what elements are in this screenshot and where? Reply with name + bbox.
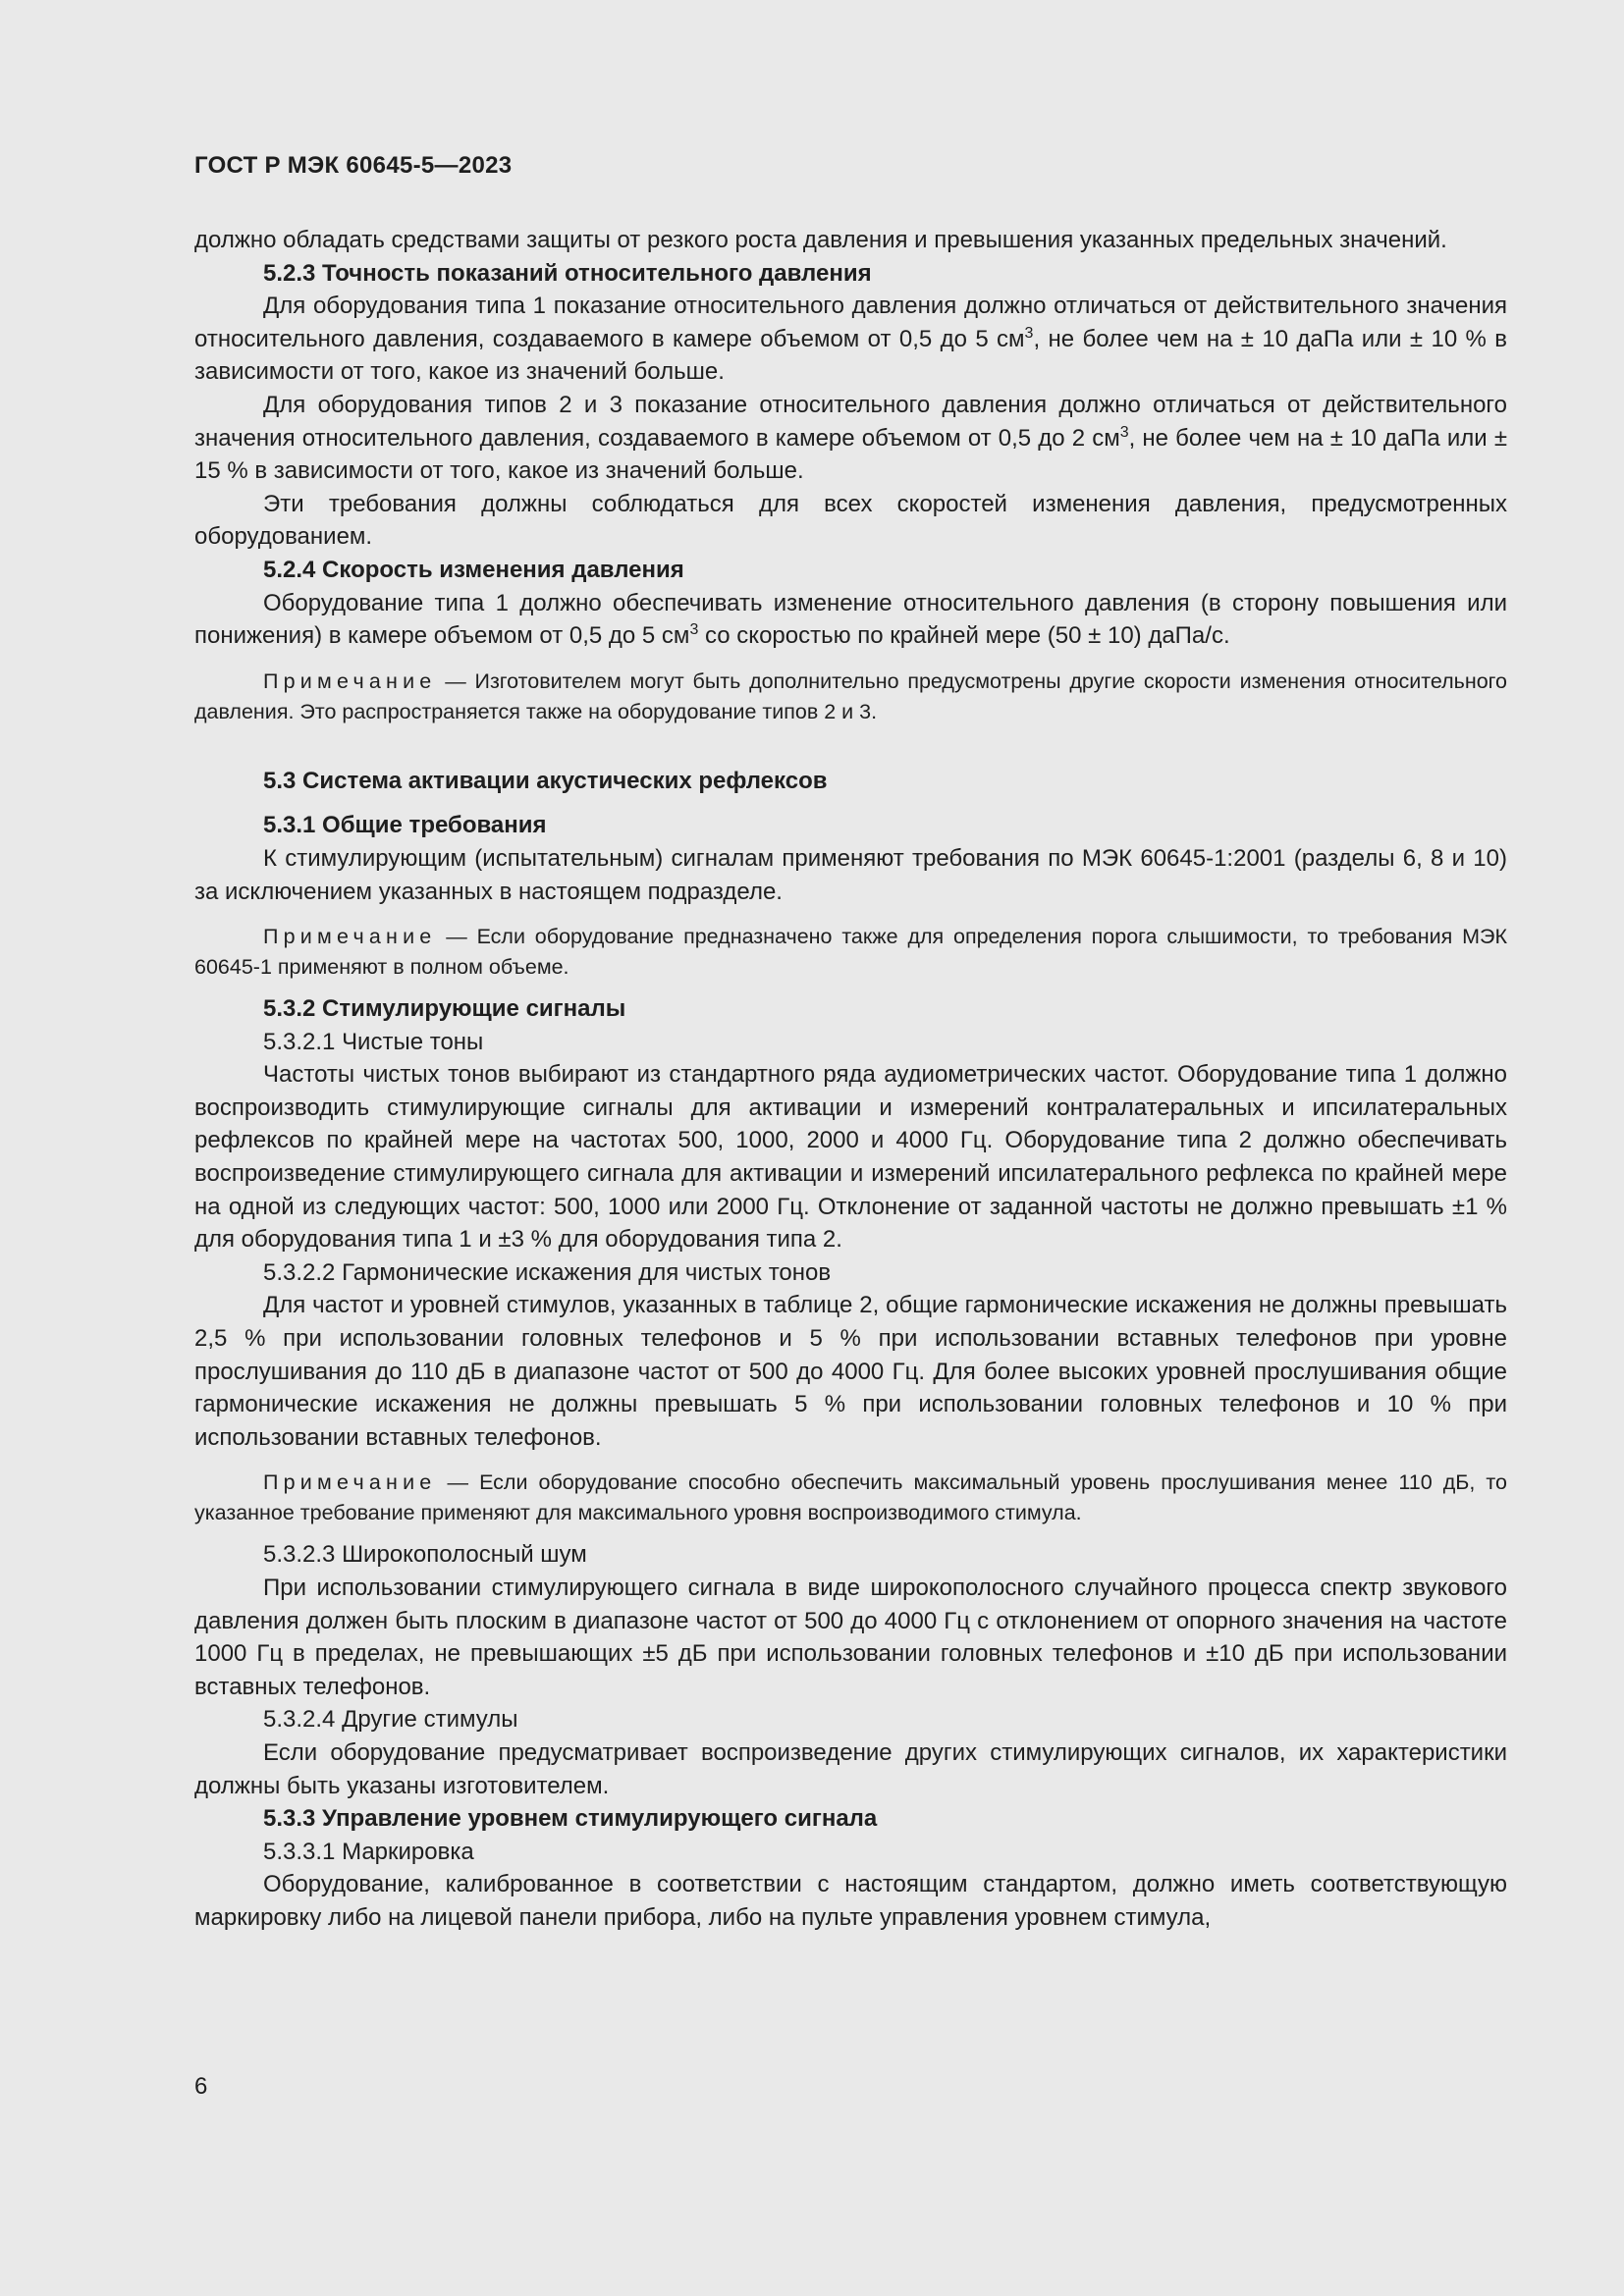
subheading-5-3-2-2: 5.3.2.2 Гармонические искажения для чистых тонов [263,1258,832,1286]
paragraph-5-3-3-1: Оборудование, калиброванное в соответствии с настоящим стандартом, должно иметь соответствующую маркировку либо на лицевой панели прибора, либо на пульте управления уровнем стимула, [194,1871,1507,1931]
heading-5-2-4: 5.2.4 Скорость изменения давления [263,556,684,583]
paragraph-5-3-2-4: Если оборудование предусматривает воспроизведение других стимулирующих сигналов, их характеристики должны быть указаны изготовителем. [194,1738,1507,1799]
paragraph-5-2-3-type23: Для оборудования типов 2 и 3 показание относительного давления должно отличаться от действительного значения относительного давления, создаваемого в камере объемом от 0,5 до 2 $см^3$, не более чем на ± 10 даПа или ± 15 % в зависимости от того, какое из значений больше. [194,391,1507,485]
subheading-5-3-2-4: 5.3.2.4 Другие стимулы [263,1706,518,1734]
paragraph-5-3-2-2: Для частот и уровней стимулов, указанных в таблице 2, общие гармонические искажения не должны превышать 2,5 % при использовании головных телефонов и 5 % при использовании вставных телефонов при уровне прослушивания до 110 дБ в диапазоне частот от 500 до 4000 Гц. Для более высоких уровней прослушивания общие гармонические искажения не должны превышать 5 % при использовании головных телефонов и 10 % при использовании вставных телефонов. [194,1292,1507,1451]
paragraph-continuation: должно обладать средствами защиты от резкого роста давления и превышения указанных предельных значений. [194,227,1447,253]
paragraph-5-2-3-type1: Для оборудования типа 1 показание относительного давления должно отличаться от действительного значения относительного давления, создаваемого в камере объемом от 0,5 до 5 $см^3$, не более чем на ± 10 даПа или ± 10 % в зависимости от того, какое из значений больше. [194,293,1508,386]
heading-5-3-2: 5.3.2 Стимулирующие сигналы [263,995,626,1023]
page-number: 6 [194,2073,208,2100]
document-header: ГОСТ Р МЭК 60645-5—2023 [194,152,513,179]
document-body [194,224,1507,1935]
subheading-5-3-2-3: 5.3.2.3 Широкополосный шум [263,1541,587,1569]
heading-5-3: 5.3 Система активации акустических рефлексов [263,767,828,794]
heading-5-3-1: 5.3.1 Общие требования [263,812,547,839]
paragraph-5-3-1: К стимулирующим (испытательным) сигналам применяют требования по МЭК 60645-1:2001 (разделы 6, 8 и 10) за исключением указанных в настоящем подразделе. [194,844,1507,905]
document-page [194,0,1507,2296]
paragraph-5-3-2-1: Частоты чистых тонов выбирают из стандартного ряда аудиометрических частот. Оборудование типа 1 должно воспроизводить стимулирующие сигналы для активации и измерений контралатеральных и ипсилатеральных рефлексов по крайней мере на частотах 500, 1000, 2000 и 4000 Гц. Оборудование типа 2 должно обеспечивать воспроизведение стимулирующего сигнала для активации и измерений ипсилатерального рефлекса по крайней мере на одной из следующих частот: 500, 1000 или 2000 Гц. Отклонение от заданной частоты не должно превышать ±1 % для оборудования типа 1 и ±3 % для оборудования типа 2. [194,1061,1507,1254]
paragraph-5-2-3-rates: Эти требования должны соблюдаться для всех скоростей изменения давления, предусмотренных оборудованием. [194,490,1507,551]
note-5-2-4: Примечание — Изготовителем могут быть дополнительно предусмотрены другие скорости изменения относительного давления. Это распространяется также на оборудование типов 2 и 3. [194,668,1507,723]
heading-5-2-3: 5.2.3 Точность показаний относительного давления [263,259,872,287]
paragraph-5-2-4: Оборудование типа 1 должно обеспечивать изменение относительного давления (в сторону повышения или понижения) в камере объемом от 0,5 до 5 $см^3$ со скоростью по крайней мере (50 ± 10) даПа/с. [194,589,1507,650]
heading-5-3-3: 5.3.3 Управление уровнем стимулирующего сигнала [263,1805,878,1833]
note-5-3-1: Примечание — Если оборудование предназначено также для определения порога слышимости, то требования МЭК 60645-1 применяют в полном объеме. [194,925,1507,980]
subheading-5-3-2-1: 5.3.2.1 Чистые тоны [263,1028,484,1055]
note-5-3-2-2: Примечание — Если оборудование способно обеспечить максимальный уровень прослушивания менее 110 дБ, то указанное требование применяют для максимального уровня воспроизводимого стимула. [194,1470,1507,1525]
subheading-5-3-3-1: 5.3.3.1 Маркировка [263,1838,474,1865]
paragraph-5-3-2-3: При использовании стимулирующего сигнала в виде широкополосного случайного процесса спектр звукового давления должен быть плоским в диапазоне частот от 500 до 4000 Гц с отклонением от опорного значения на частоте 1000 Гц в пределах, не превышающих ±5 дБ при использовании головных телефонов и ±10 дБ при использовании вставных телефонов. [194,1575,1507,1700]
